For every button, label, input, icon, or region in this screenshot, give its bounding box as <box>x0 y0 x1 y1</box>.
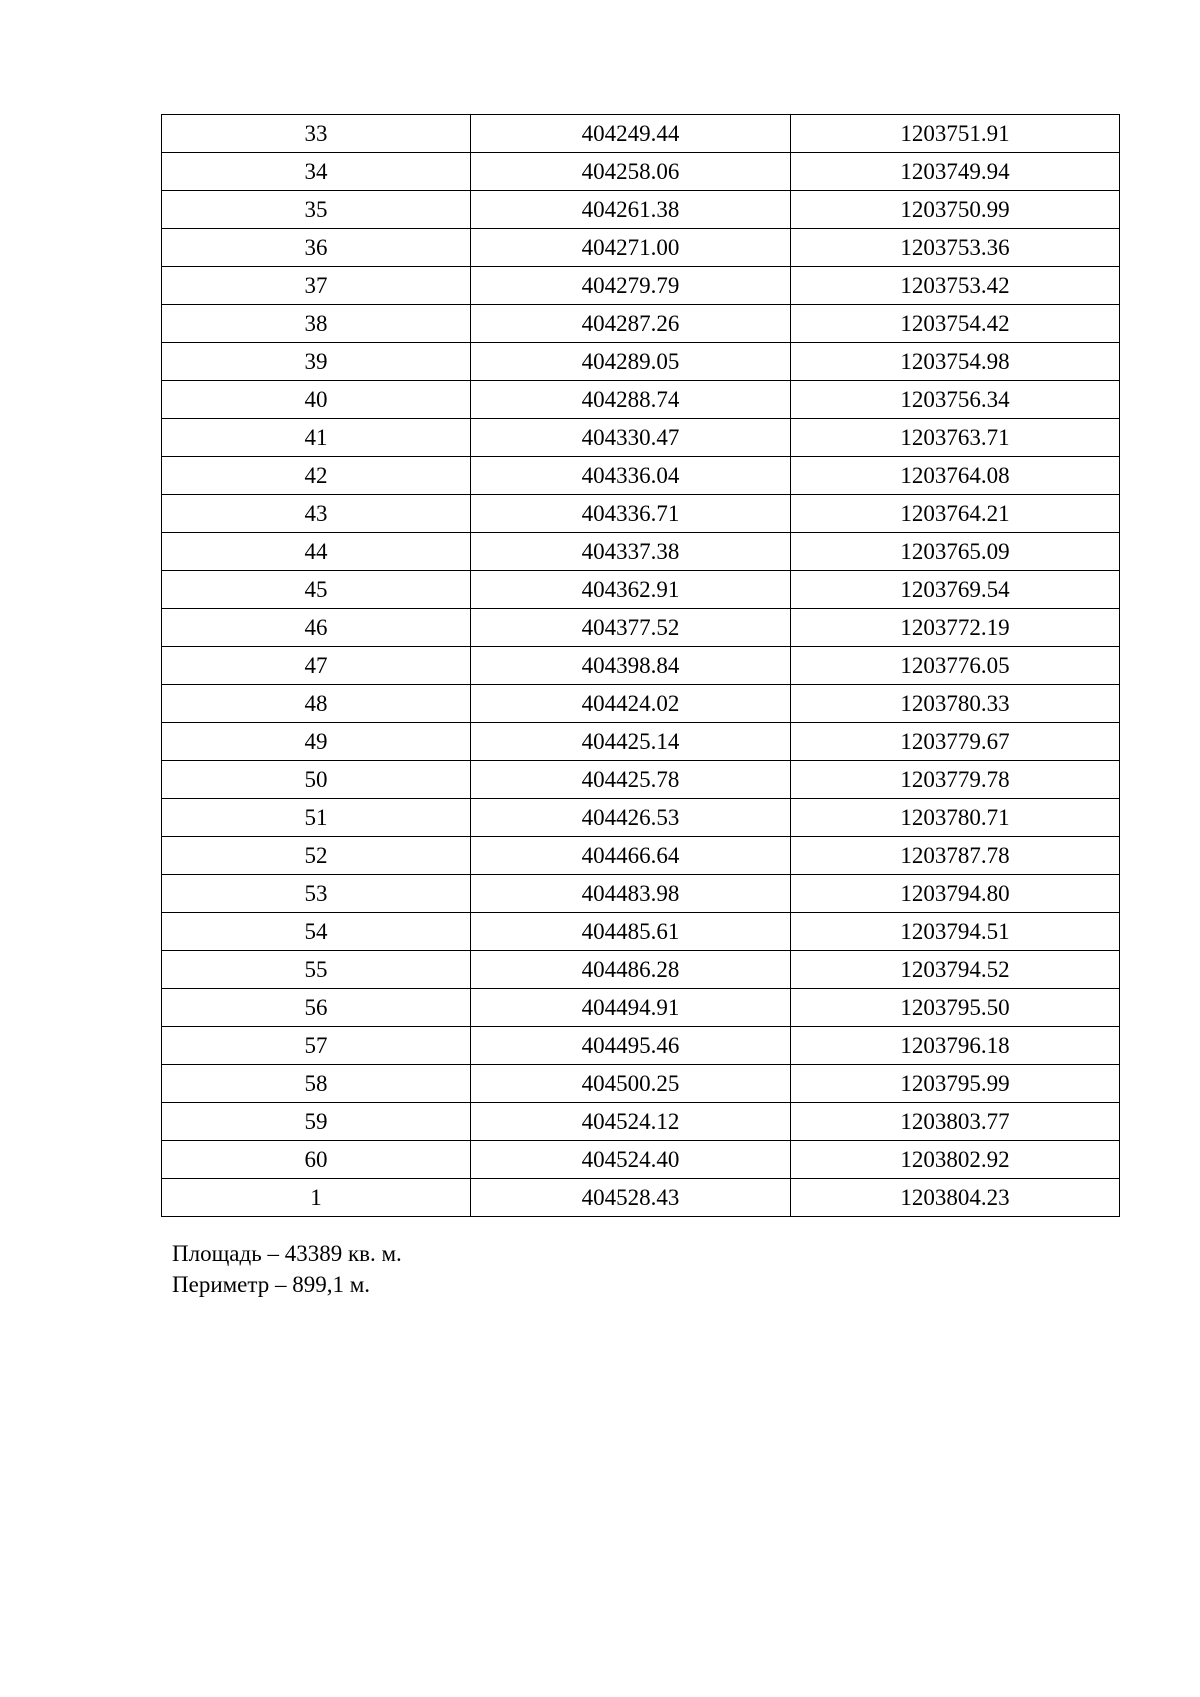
point-number-cell: 45 <box>162 571 471 609</box>
x-coordinate-cell: 404425.14 <box>471 723 791 761</box>
point-number-cell: 1 <box>162 1179 471 1217</box>
table-row <box>162 267 1120 305</box>
table-row <box>162 609 1120 647</box>
y-coordinate-cell: 1203765.09 <box>791 533 1120 571</box>
y-coordinate-cell: 1203749.94 <box>791 153 1120 191</box>
x-coordinate-cell: 404494.91 <box>471 989 791 1027</box>
x-coordinate-cell: 404287.26 <box>471 305 791 343</box>
point-number-cell: 40 <box>162 381 471 419</box>
x-coordinate-cell: 404362.91 <box>471 571 791 609</box>
x-coordinate-cell: 404279.79 <box>471 267 791 305</box>
x-coordinate-cell: 404261.38 <box>471 191 791 229</box>
x-coordinate-cell: 404466.64 <box>471 837 791 875</box>
point-number-cell: 55 <box>162 951 471 989</box>
point-number-cell: 44 <box>162 533 471 571</box>
y-coordinate-cell: 1203795.99 <box>791 1065 1120 1103</box>
y-coordinate-cell: 1203754.98 <box>791 343 1120 381</box>
table-row <box>162 229 1120 267</box>
y-coordinate-cell: 1203780.71 <box>791 799 1120 837</box>
summary-block <box>172 1238 402 1300</box>
x-coordinate-cell: 404289.05 <box>471 343 791 381</box>
coordinates-table-body <box>162 115 1120 1217</box>
x-coordinate-cell: 404398.84 <box>471 647 791 685</box>
y-coordinate-cell: 1203753.42 <box>791 267 1120 305</box>
y-coordinate-cell: 1203794.80 <box>791 875 1120 913</box>
y-coordinate-cell: 1203794.51 <box>791 913 1120 951</box>
x-coordinate-cell: 404495.46 <box>471 1027 791 1065</box>
y-coordinate-cell: 1203756.34 <box>791 381 1120 419</box>
y-coordinate-cell: 1203776.05 <box>791 647 1120 685</box>
table-row <box>162 457 1120 495</box>
y-coordinate-cell: 1203794.52 <box>791 951 1120 989</box>
y-coordinate-cell: 1203764.21 <box>791 495 1120 533</box>
x-coordinate-cell: 404426.53 <box>471 799 791 837</box>
x-coordinate-cell: 404524.12 <box>471 1103 791 1141</box>
point-number-cell: 56 <box>162 989 471 1027</box>
x-coordinate-cell: 404336.71 <box>471 495 791 533</box>
x-coordinate-cell: 404424.02 <box>471 685 791 723</box>
point-number-cell: 34 <box>162 153 471 191</box>
table-row <box>162 533 1120 571</box>
point-number-cell: 35 <box>162 191 471 229</box>
x-coordinate-cell: 404483.98 <box>471 875 791 913</box>
point-number-cell: 58 <box>162 1065 471 1103</box>
table-row <box>162 723 1120 761</box>
x-coordinate-cell: 404500.25 <box>471 1065 791 1103</box>
x-coordinate-cell: 404271.00 <box>471 229 791 267</box>
point-number-cell: 60 <box>162 1141 471 1179</box>
x-coordinate-cell: 404336.04 <box>471 457 791 495</box>
table-row <box>162 305 1120 343</box>
table-row <box>162 761 1120 799</box>
point-number-cell: 52 <box>162 837 471 875</box>
table-row <box>162 115 1120 153</box>
point-number-cell: 41 <box>162 419 471 457</box>
y-coordinate-cell: 1203754.42 <box>791 305 1120 343</box>
table-row <box>162 381 1120 419</box>
table-row <box>162 495 1120 533</box>
point-number-cell: 38 <box>162 305 471 343</box>
point-number-cell: 33 <box>162 115 471 153</box>
point-number-cell: 43 <box>162 495 471 533</box>
table-row <box>162 153 1120 191</box>
perimeter-text: Периметр – 899,1 м. <box>172 1272 371 1297</box>
table-row <box>162 343 1120 381</box>
y-coordinate-cell: 1203750.99 <box>791 191 1120 229</box>
table-row <box>162 191 1120 229</box>
point-number-cell: 37 <box>162 267 471 305</box>
y-coordinate-cell: 1203751.91 <box>791 115 1120 153</box>
point-number-cell: 39 <box>162 343 471 381</box>
area-text: Площадь – 43389 кв. м. <box>172 1241 402 1266</box>
y-coordinate-cell: 1203796.18 <box>791 1027 1120 1065</box>
x-coordinate-cell: 404486.28 <box>471 951 791 989</box>
y-coordinate-cell: 1203780.33 <box>791 685 1120 723</box>
point-number-cell: 49 <box>162 723 471 761</box>
x-coordinate-cell: 404330.47 <box>471 419 791 457</box>
x-coordinate-cell: 404249.44 <box>471 115 791 153</box>
point-number-cell: 51 <box>162 799 471 837</box>
point-number-cell: 50 <box>162 761 471 799</box>
point-number-cell: 46 <box>162 609 471 647</box>
table-row <box>162 1103 1120 1141</box>
table-row <box>162 1065 1120 1103</box>
table-row <box>162 837 1120 875</box>
y-coordinate-cell: 1203802.92 <box>791 1141 1120 1179</box>
point-number-cell: 53 <box>162 875 471 913</box>
y-coordinate-cell: 1203763.71 <box>791 419 1120 457</box>
table-row <box>162 571 1120 609</box>
x-coordinate-cell: 404337.38 <box>471 533 791 571</box>
point-number-cell: 42 <box>162 457 471 495</box>
y-coordinate-cell: 1203803.77 <box>791 1103 1120 1141</box>
y-coordinate-cell: 1203772.19 <box>791 609 1120 647</box>
table-row <box>162 685 1120 723</box>
y-coordinate-cell: 1203764.08 <box>791 457 1120 495</box>
y-coordinate-cell: 1203779.67 <box>791 723 1120 761</box>
point-number-cell: 59 <box>162 1103 471 1141</box>
table-row <box>162 951 1120 989</box>
table-row <box>162 647 1120 685</box>
y-coordinate-cell: 1203753.36 <box>791 229 1120 267</box>
y-coordinate-cell: 1203787.78 <box>791 837 1120 875</box>
x-coordinate-cell: 404258.06 <box>471 153 791 191</box>
x-coordinate-cell: 404485.61 <box>471 913 791 951</box>
x-coordinate-cell: 404425.78 <box>471 761 791 799</box>
coordinates-table <box>161 114 1120 1217</box>
point-number-cell: 47 <box>162 647 471 685</box>
point-number-cell: 36 <box>162 229 471 267</box>
y-coordinate-cell: 1203769.54 <box>791 571 1120 609</box>
table-row <box>162 799 1120 837</box>
point-number-cell: 57 <box>162 1027 471 1065</box>
table-row <box>162 1141 1120 1179</box>
y-coordinate-cell: 1203795.50 <box>791 989 1120 1027</box>
x-coordinate-cell: 404528.43 <box>471 1179 791 1217</box>
x-coordinate-cell: 404524.40 <box>471 1141 791 1179</box>
x-coordinate-cell: 404288.74 <box>471 381 791 419</box>
table-row <box>162 989 1120 1027</box>
table-row <box>162 875 1120 913</box>
table-row <box>162 419 1120 457</box>
table-row <box>162 1027 1120 1065</box>
x-coordinate-cell: 404377.52 <box>471 609 791 647</box>
table-row <box>162 913 1120 951</box>
y-coordinate-cell: 1203779.78 <box>791 761 1120 799</box>
point-number-cell: 54 <box>162 913 471 951</box>
table-row <box>162 1179 1120 1217</box>
y-coordinate-cell: 1203804.23 <box>791 1179 1120 1217</box>
point-number-cell: 48 <box>162 685 471 723</box>
